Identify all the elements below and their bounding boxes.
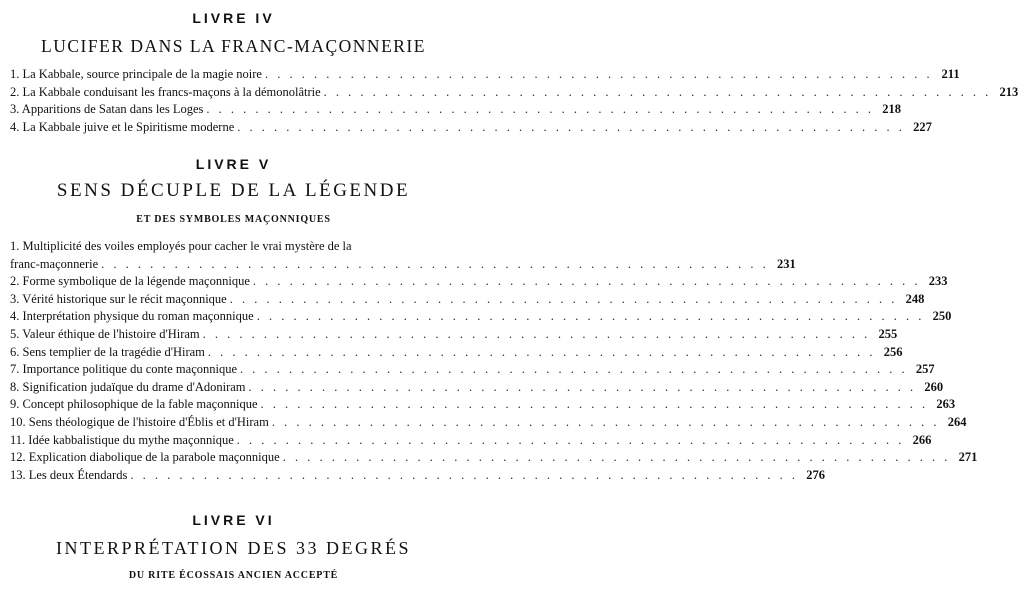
- toc-entry-text: 4. La Kabbale juive et le Spiritisme moderne: [10, 119, 235, 134]
- toc-entry-page: 213: [999, 84, 1018, 99]
- toc-entry-page: 257: [915, 362, 935, 377]
- toc-entry: [10, 308, 952, 326]
- toc-entry: [10, 449, 978, 467]
- leader-dots: [101, 256, 769, 274]
- livre-vi-title: INTERPRÉTATION DES 33 DEGRÉS: [55, 538, 412, 558]
- leader-dots: [206, 101, 874, 119]
- toc-entry-page: 233: [928, 274, 948, 289]
- toc-entry-text: 4. Interprétation physique du roman maçonnique: [10, 309, 254, 324]
- toc-entry-continued: [10, 256, 796, 274]
- livre-v-label: LIVRE V: [195, 156, 272, 172]
- toc-entry-page: 211: [941, 67, 960, 81]
- livre-v-subtitle: ET DES SYMBOLES MAÇONNIQUES: [136, 214, 331, 225]
- toc-entry-first-line: [10, 238, 456, 256]
- toc-entry: [10, 101, 901, 119]
- livre-iv-title: LUCIFER DANS LA FRANC-MAÇONNERIE: [41, 36, 426, 56]
- leader-dots: [324, 84, 992, 102]
- toc-entry: [10, 273, 948, 291]
- leader-dots: [283, 449, 951, 467]
- toc-entry-text: 8. Signification judaïque du drame d'Adoniram: [10, 379, 246, 394]
- livre-vi-label: LIVRE VI: [192, 512, 275, 528]
- livre-v-toc: [10, 238, 978, 484]
- leader-dots: [265, 66, 933, 84]
- toc-entry-text: 5. Valeur éthique de l'histoire d'Hiram: [10, 326, 200, 341]
- toc-entry: [10, 432, 932, 450]
- toc-entry: [10, 84, 1018, 102]
- toc-entry-page: 231: [777, 256, 796, 271]
- toc-entry-text: 13. Les deux Étendards: [10, 467, 128, 482]
- toc-entry-text: 1. La Kabbale, source principale de la magie noire: [10, 67, 262, 81]
- toc-entry-page: 227: [913, 119, 932, 134]
- toc-entry-page: 271: [958, 450, 978, 465]
- toc-entry-text: 6. Sens templier de la tragédie d'Hiram: [10, 344, 205, 359]
- toc-entry-page: 250: [932, 309, 952, 324]
- leader-dots: [272, 414, 940, 432]
- toc-entry-text: 7. Importance politique du conte maçonnique: [10, 362, 238, 377]
- toc-entry: [10, 414, 967, 432]
- livre-iv-label: LIVRE IV: [192, 10, 275, 26]
- toc-entry-page: 276: [806, 467, 825, 482]
- toc-entry-text: 1. Multiplicité des voiles employés pour cacher le vrai mystère de la: [10, 239, 352, 253]
- toc-entry: [10, 291, 925, 309]
- leader-dots: [261, 396, 929, 414]
- toc-entry-text: 2. La Kabbale conduisant les francs-maçons à la démonolâtrie: [10, 84, 321, 99]
- toc-entry-page: 260: [924, 379, 944, 394]
- toc-entry: [10, 379, 944, 397]
- toc-entry-page: 266: [912, 432, 932, 447]
- toc-entry-page: 248: [905, 291, 925, 306]
- toc-entry: [10, 396, 956, 414]
- toc-entry-text: 2. Forme symbolique de la légende maçonnique: [10, 274, 250, 289]
- toc-entry-page: 256: [883, 344, 903, 359]
- leader-dots: [237, 119, 905, 137]
- leader-dots: [208, 344, 876, 362]
- toc-entry-page: 264: [947, 414, 967, 429]
- leader-dots: [240, 361, 908, 379]
- toc-entry-text: 11. Idée kabbalistique du mythe maçonnique: [10, 432, 234, 447]
- leader-dots: [249, 379, 917, 397]
- livre-v-title: SENS DÉCUPLE DE LA LÉGENDE: [56, 180, 411, 201]
- toc-entry: [10, 66, 960, 84]
- leader-dots: [257, 308, 925, 326]
- toc-entry-text: franc-maçonnerie: [10, 256, 99, 271]
- leader-dots: [230, 291, 898, 309]
- toc-entry-text: 3. Vérité historique sur le récit maçonnique: [10, 291, 227, 306]
- toc-entry-text: 3. Apparitions de Satan dans les Loges: [10, 102, 204, 117]
- toc-entry: [10, 344, 903, 362]
- toc-entry: [10, 361, 935, 379]
- livre-vi-subtitle: DU RITE ÉCOSSAIS ANCIEN ACCEPTÉ: [128, 570, 339, 581]
- leader-dots: [253, 273, 921, 291]
- leader-dots: [237, 432, 905, 450]
- toc-entry: [10, 119, 932, 137]
- toc-entry-page: 263: [936, 397, 956, 412]
- toc-entry-text: 12. Explication diabolique de la parabole maçonnique: [10, 450, 280, 465]
- toc-entry-page: 255: [878, 326, 898, 341]
- toc-entry-page: 218: [882, 102, 901, 117]
- livre-iv-toc: [10, 66, 1018, 136]
- toc-entry: [10, 326, 898, 344]
- toc-entry-text: 9. Concept philosophique de la fable maçonnique: [10, 397, 258, 412]
- leader-dots: [130, 467, 798, 485]
- toc-entry-text: 10. Sens théologique de l'histoire d'Éblis et d'Hiram: [10, 414, 269, 429]
- toc-entry: [10, 467, 825, 485]
- leader-dots: [203, 326, 871, 344]
